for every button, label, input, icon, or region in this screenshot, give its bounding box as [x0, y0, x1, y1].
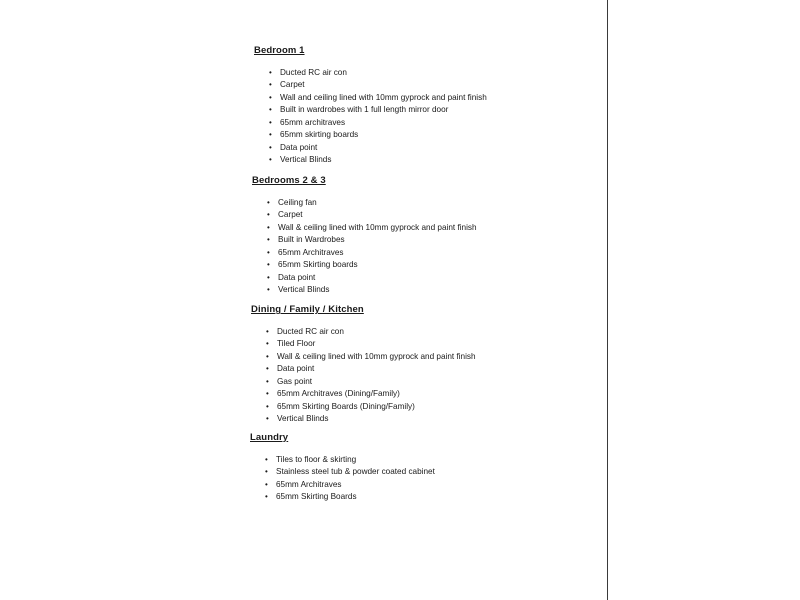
section-bedrooms-2-3: [252, 175, 582, 297]
list-item: [254, 117, 584, 129]
bullet-icon: •: [266, 339, 269, 349]
list-item: [251, 363, 581, 375]
list-item-text: Vertical Blinds: [278, 285, 330, 295]
list-item-text: Ducted RC air con: [277, 327, 344, 336]
list-item: [251, 388, 581, 400]
list-item-text: Data point: [280, 142, 318, 152]
list-item: [254, 67, 584, 79]
list-item-text: Carpet: [280, 80, 305, 90]
bullet-icon: •: [267, 222, 270, 232]
bullet-icon: •: [266, 401, 269, 411]
list-item: [254, 142, 584, 154]
list-item: [252, 284, 582, 296]
bullet-icon: •: [267, 210, 270, 220]
bullet-icon: •: [269, 92, 272, 102]
bullet-icon: •: [269, 155, 272, 165]
bullet-icon: •: [269, 80, 272, 90]
list-item: [252, 247, 582, 259]
bullet-icon: •: [269, 142, 272, 152]
list-item-text: Vertical Blinds: [280, 155, 332, 165]
list-item-text: Ducted RC air con: [280, 68, 347, 77]
feature-list: [251, 326, 581, 426]
feature-list: [250, 454, 580, 504]
list-item: [250, 454, 580, 466]
section-bedroom-1: [254, 45, 584, 167]
bullet-icon: •: [266, 414, 269, 424]
list-item: [251, 413, 581, 425]
list-item: [250, 491, 580, 503]
list-item-text: 65mm Architraves: [276, 479, 342, 489]
bullet-icon: •: [269, 130, 272, 140]
list-item: [254, 129, 584, 141]
bullet-icon: •: [267, 272, 270, 282]
bullet-icon: •: [267, 247, 270, 257]
bullet-icon: •: [266, 327, 269, 336]
feature-list: [252, 197, 582, 297]
list-item-text: 65mm Architraves (Dining/Family): [277, 389, 400, 399]
list-item: [251, 351, 581, 363]
list-item-text: Ceiling fan: [278, 198, 317, 207]
bullet-icon: •: [269, 117, 272, 127]
page-edge-divider: [607, 0, 608, 600]
bullet-icon: •: [269, 68, 272, 77]
list-item: [250, 466, 580, 478]
feature-list: [254, 67, 584, 167]
section-heading: Bedrooms 2 & 3: [252, 175, 326, 186]
list-item: [252, 272, 582, 284]
bullet-icon: •: [265, 455, 268, 464]
bullet-icon: •: [267, 235, 270, 245]
list-item: [254, 154, 584, 166]
bullet-icon: •: [265, 479, 268, 489]
list-item: [254, 79, 584, 91]
bullet-icon: •: [266, 376, 269, 386]
section-laundry: [250, 432, 580, 504]
list-item-text: Tiled Floor: [277, 339, 316, 349]
bullet-icon: •: [267, 198, 270, 207]
list-item-text: Wall & ceiling lined with 10mm gyprock and paint finish: [277, 351, 476, 361]
list-item-text: Gas point: [277, 376, 313, 386]
section-heading: Laundry: [250, 432, 289, 443]
list-item-text: Stainless steel tub & powder coated cabinet: [276, 467, 435, 477]
section-dining-family-kitchen: [251, 304, 581, 426]
list-item-text: 65mm architraves: [280, 117, 346, 127]
list-item-text: Vertical Blinds: [277, 414, 329, 424]
bullet-icon: •: [265, 492, 268, 502]
list-item-text: 65mm Skirting Boards (Dining/Family): [277, 401, 415, 411]
list-item: [254, 104, 584, 116]
list-item-text: 65mm skirting boards: [280, 130, 359, 140]
bullet-icon: •: [269, 105, 272, 115]
list-item-text: Tiles to floor & skirting: [276, 455, 357, 464]
list-item: [252, 197, 582, 209]
list-item: [251, 401, 581, 413]
list-item: [251, 338, 581, 350]
list-item: [252, 259, 582, 271]
list-item-text: 65mm Architraves: [278, 247, 344, 257]
bullet-icon: •: [267, 260, 270, 270]
list-item: [252, 222, 582, 234]
list-item-text: Built in wardrobes with 1 full length mirror door: [280, 105, 449, 115]
list-item: [251, 376, 581, 388]
list-item: [254, 92, 584, 104]
list-item-text: Wall and ceiling lined with 10mm gyprock and paint finish: [280, 92, 487, 102]
list-item: [252, 234, 582, 246]
bullet-icon: •: [266, 389, 269, 399]
list-item: [252, 209, 582, 221]
list-item-text: Built in Wardrobes: [278, 235, 345, 245]
bullet-icon: •: [266, 364, 269, 374]
list-item: [251, 326, 581, 338]
list-item-text: 65mm Skirting Boards: [276, 492, 357, 502]
bullet-icon: •: [267, 285, 270, 295]
section-heading: Bedroom 1: [254, 45, 305, 56]
list-item-text: Data point: [278, 272, 316, 282]
bullet-icon: •: [265, 467, 268, 477]
list-item-text: Data point: [277, 364, 315, 374]
list-item-text: Carpet: [278, 210, 303, 220]
list-item: [250, 479, 580, 491]
section-heading: Dining / Family / Kitchen: [251, 304, 364, 315]
list-item-text: Wall & ceiling lined with 10mm gyprock and paint finish: [278, 222, 477, 232]
bullet-icon: •: [266, 351, 269, 361]
list-item-text: 65mm Skirting boards: [278, 260, 358, 270]
